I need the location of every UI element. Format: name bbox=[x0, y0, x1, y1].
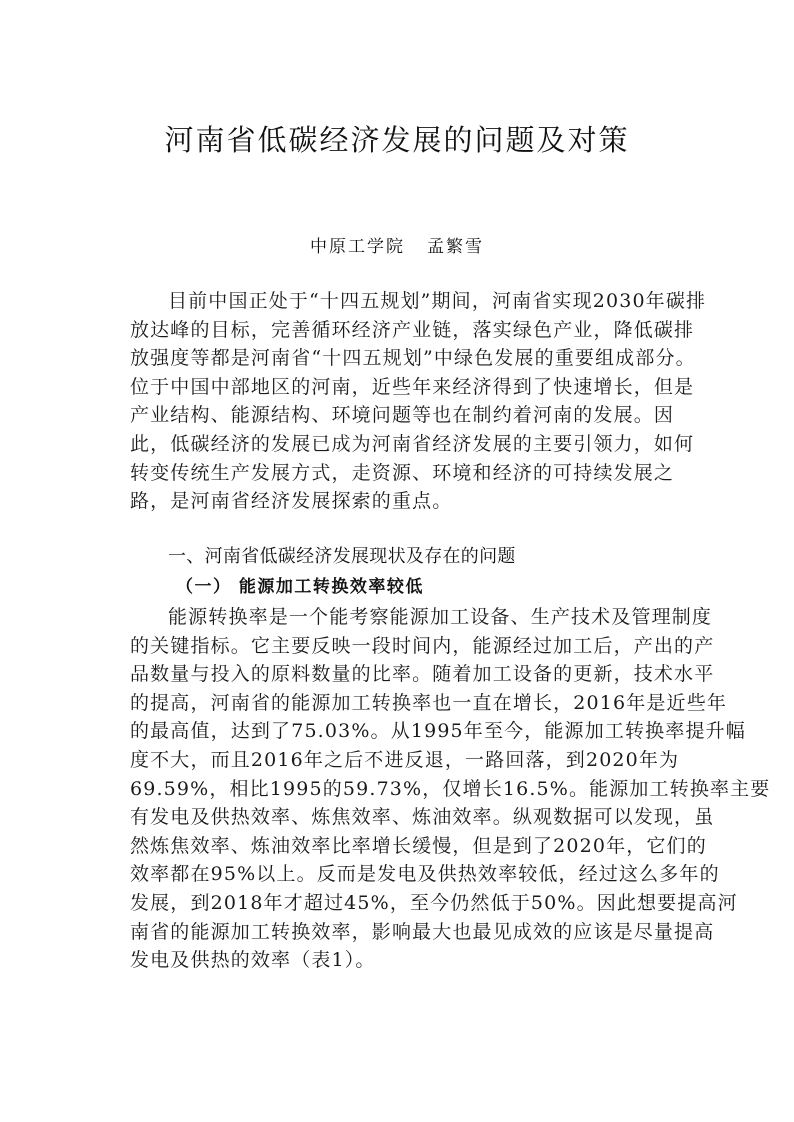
document-title: 河南省低碳经济发展的问题及对策 bbox=[164, 123, 630, 157]
intro-paragraph bbox=[130, 287, 707, 516]
section-heading: 一、河南省低碳经济发展现状及存在的问题 bbox=[168, 546, 516, 567]
paragraph-line: 路，是河南省经济发展探索的重点。 bbox=[130, 490, 453, 513]
subsection-heading: （一） 能源加工转换效率较低 bbox=[176, 577, 424, 597]
paragraph-line: 放达峰的目标，完善循环经济产业链，落实绿色产业，降低碳排 bbox=[130, 318, 695, 341]
paragraph-line: 能源转换率是一个能考察能源加工设备、生产技术及管理制度 bbox=[168, 606, 713, 628]
paragraph-line: 的最高值，达到了75.03%。从1995年至今，能源加工转换率提升幅 bbox=[130, 720, 746, 743]
paragraph-line: 目前中国正处于“十四五规划”期间，河南省实现2030年碳排 bbox=[168, 290, 707, 312]
paragraph-line: 的关键指标。它主要反映一段时间内，能源经过加工后，产出的产 bbox=[130, 634, 715, 657]
paragraph-line: 位于中国中部地区的河南，近些年来经济得到了快速增长，但是 bbox=[130, 375, 695, 398]
paragraph-line: 转变传统生产发展方式，走资源、环境和经济的可持续发展之 bbox=[130, 461, 675, 484]
paragraph-line: 然炼焦效率、炼油效率比率增长缓慢，但是到了2020年，它们的 bbox=[130, 834, 707, 857]
energy-conversion-paragraph bbox=[130, 603, 771, 975]
paragraph-line: 放强度等都是河南省“十四五规划”中绿色发展的重要组成部分。 bbox=[130, 347, 696, 370]
paragraph-line: 度不大，而且2016年之后不进反退，一路回落，到2020年为 bbox=[130, 748, 680, 771]
paragraph-line: 69.59%，相比1995的59.73%，仅增长16.5%。能源加工转换率主要 bbox=[130, 777, 771, 800]
paragraph-line: 有发电及供热效率、炼焦效率、炼油效率。纵观数据可以发现，虽 bbox=[130, 806, 715, 829]
author-affiliation: 中原工学院 bbox=[310, 237, 405, 257]
paragraph-line: 此，低碳经济的发展已成为河南省经济发展的主要引领力，如何 bbox=[130, 432, 695, 455]
paragraph-line: 效率都在95%以上。反而是发电及供热效率较低，经过这么多年的 bbox=[130, 863, 720, 886]
paragraph-line: 品数量与投入的原料数量的比率。随着加工设备的更新，技术水平 bbox=[130, 663, 715, 686]
paragraph-line: 发展，到2018年才超过45%，至今仍然低于50%。因此想要提高河 bbox=[130, 891, 738, 914]
byline bbox=[0, 232, 794, 257]
paragraph-line: 的提高，河南省的能源加工转换率也一直在增长，2016年是近些年 bbox=[130, 691, 728, 714]
paragraph-line: 南省的能源加工转换效率，影响最大也最见成效的应该是尽量提高 bbox=[130, 920, 715, 943]
paragraph-line: 产业结构、能源结构、环境问题等也在制约着河南的发展。因 bbox=[130, 404, 675, 427]
paragraph-line: 发电及供热的效率（表1）。 bbox=[130, 949, 376, 972]
author-name: 孟繁雪 bbox=[427, 237, 484, 257]
